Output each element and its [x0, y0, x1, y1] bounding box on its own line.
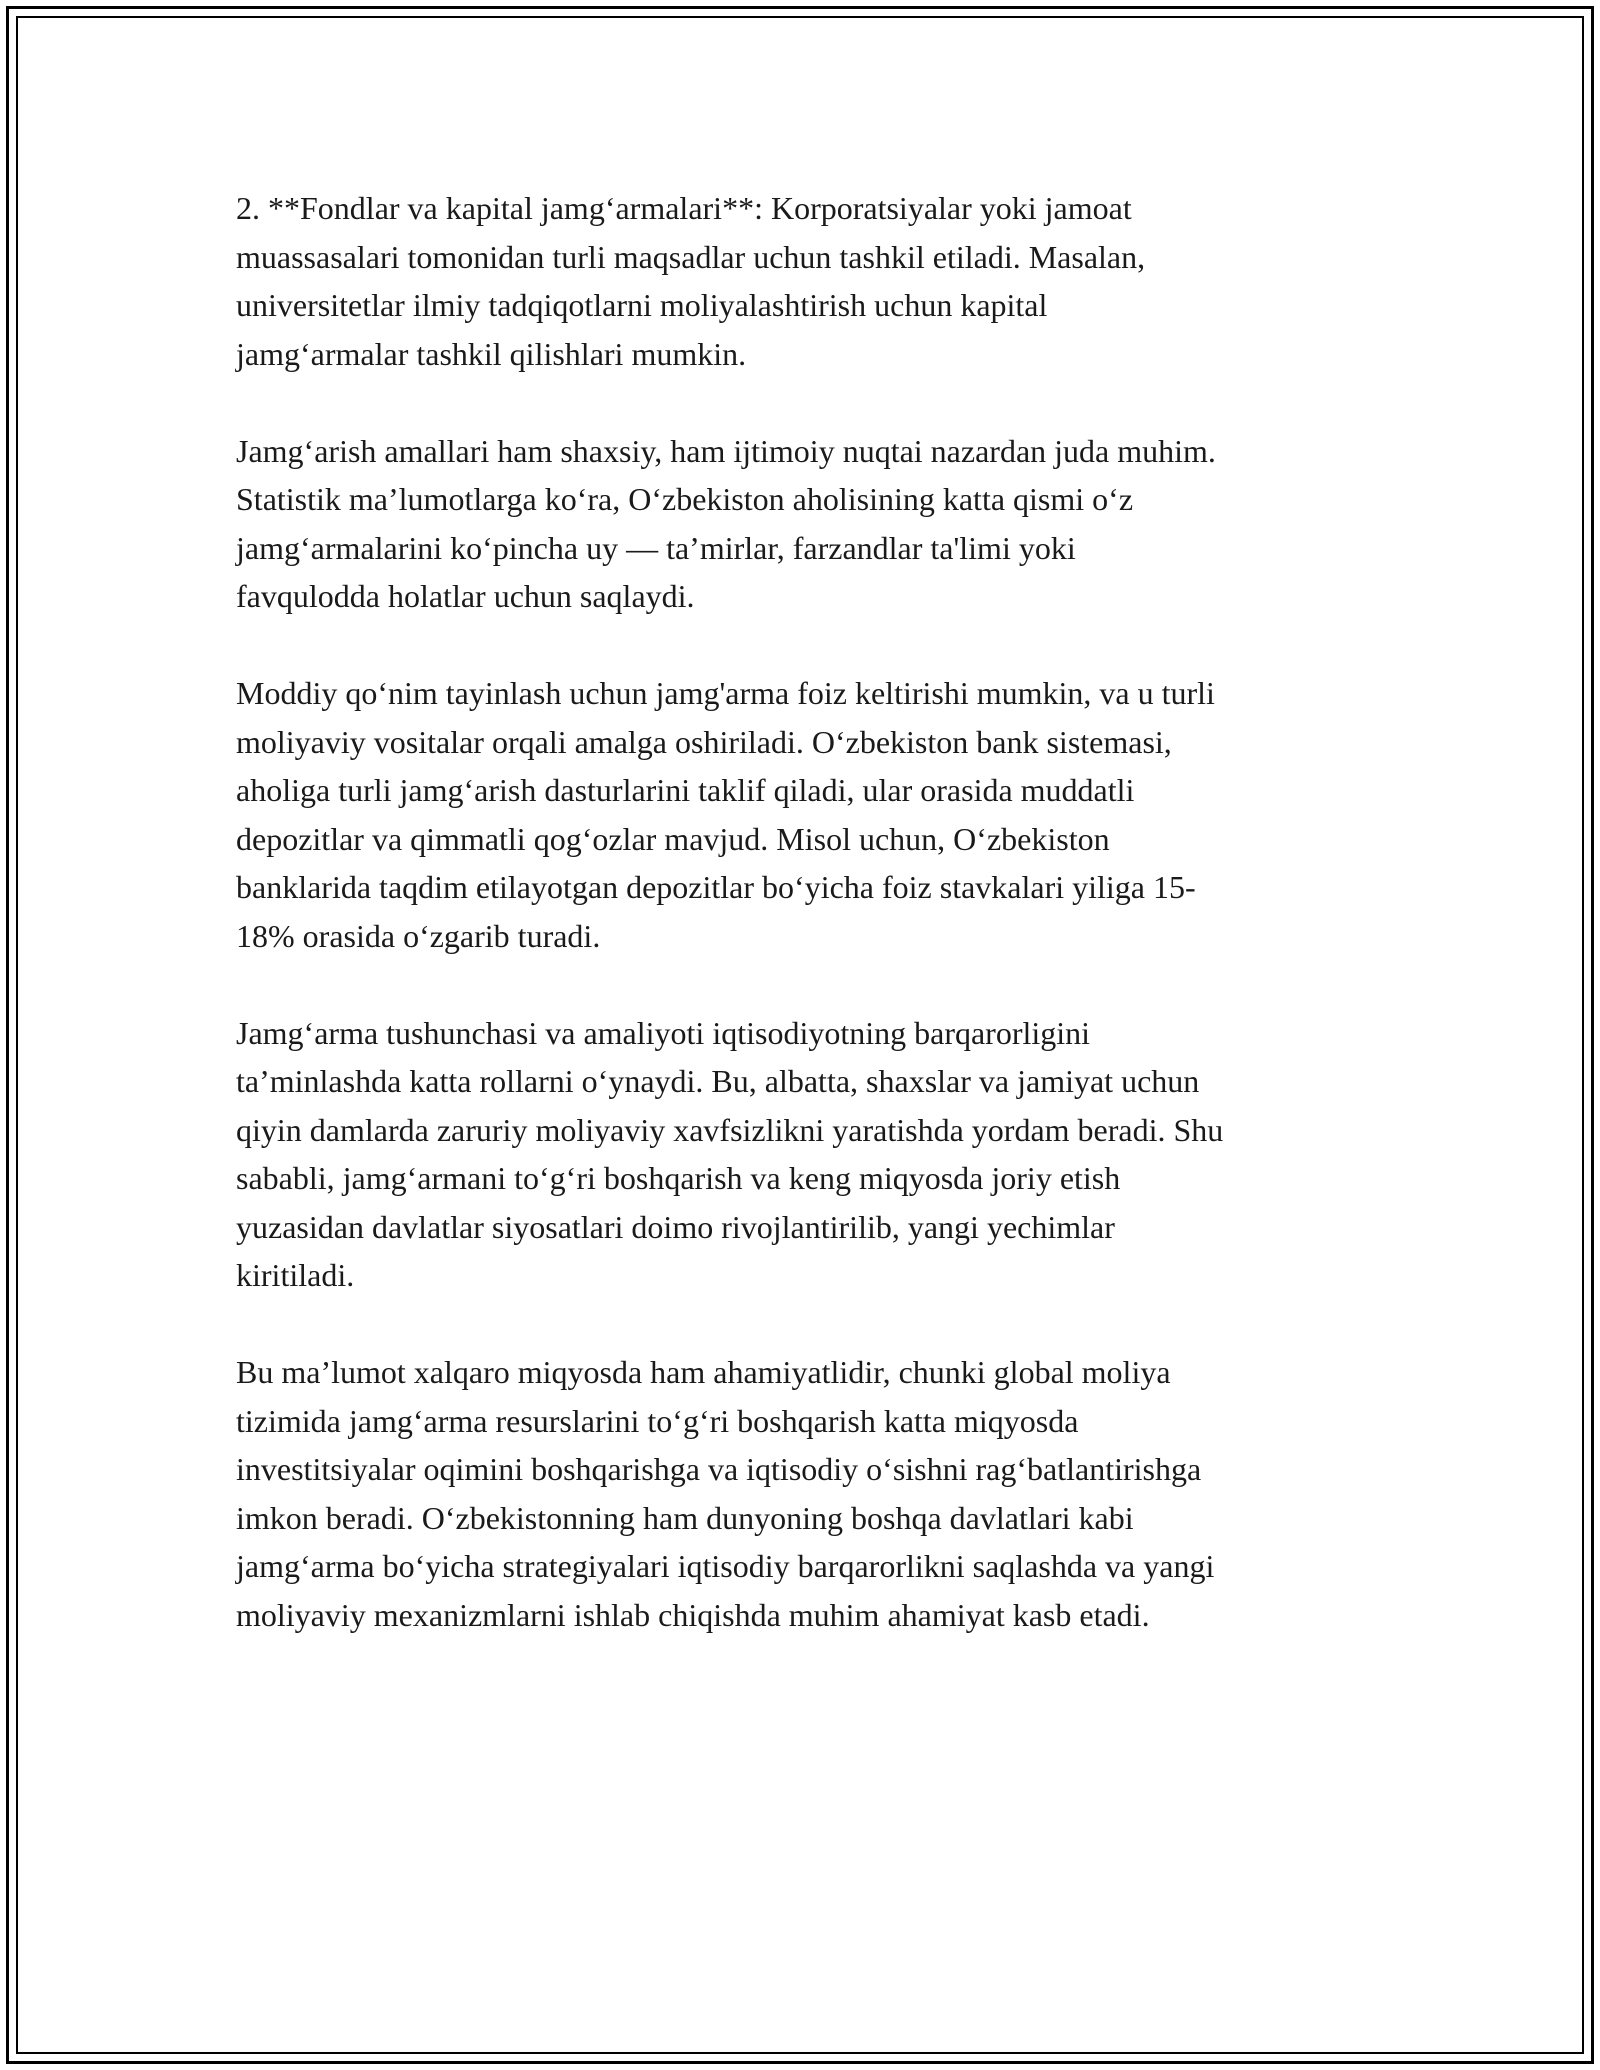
- text-line: yuzasidan davlatlar siyosatlari doimo rivojlantirilib, yangi yechimlar: [236, 1208, 1115, 1245]
- text-line: universitetlar ilmiy tadqiqotlarni moliyalashtirish uchun kapital: [236, 287, 1048, 323]
- text-line: sababli, jamg‘armani to‘g‘ri boshqarish va keng miqyosda joriy etish: [236, 1160, 1121, 1196]
- text-line: Statistik ma’lumotlarga ko‘ra, O‘zbekiston aholisining katta qismi o‘z: [236, 481, 1134, 517]
- text-line: qiyin damlarda zaruriy moliyaviy xavfsizlikni yaratishda yordam beradi. Shu: [236, 1111, 1224, 1148]
- text-line: 18% orasida o‘zgarib turadi.: [236, 917, 601, 954]
- text-line: ta’minlashda katta rollarni o‘ynaydi. Bu, albatta, shaxslar va jamiyat uchun: [236, 1063, 1200, 1099]
- text-line: favqulodda holatlar uchun saqlaydi.: [236, 578, 695, 614]
- text-line: depozitlar va qimmatli qog‘ozlar mavjud. Misol uchun, O‘zbekiston: [236, 820, 1110, 857]
- text-line: muassasalari tomonidan turli maqsadlar uchun tashkil etiladi. Masalan,: [236, 238, 1146, 275]
- text-line: imkon beradi. O‘zbekistonning ham dunyoning boshqa davlatlari kabi: [236, 1499, 1134, 1536]
- paragraph-international: [236, 1348, 1376, 1639]
- text-line: Bu ma’lumot xalqaro miqyosda ham ahamiyatlidir, chunki global moliya: [236, 1354, 1171, 1390]
- text-line: jamg‘armalarini ko‘pincha uy — ta’mirlar, farzandlar ta'limi yoki: [236, 529, 1076, 566]
- text-line: investitsiyalar oqimini boshqarishga va iqtisodiy o‘sishni rag‘batlantirishga: [236, 1451, 1202, 1487]
- text-line: 2. **Fondlar va kapital jamg‘armalari**: Korporatsiyalar yoki jamoat: [236, 190, 1132, 226]
- document-body: [236, 184, 1376, 1688]
- text-line: moliyaviy mexanizmlarni ishlab chiqishda muhim ahamiyat kasb etadi.: [236, 1596, 1150, 1633]
- paragraph-funds: [236, 184, 1376, 378]
- paragraph-economic-stability: [236, 1009, 1376, 1300]
- text-line: aholiga turli jamg‘arish dasturlarini taklif qiladi, ular orasida muddatli: [236, 772, 1135, 808]
- paragraph-saving-importance: [236, 427, 1376, 621]
- text-line: jamg‘armalar tashkil qilishlari mumkin.: [236, 335, 747, 372]
- text-line: Jamg‘arish amallari ham shaxsiy, ham ijtimoiy nuqtai nazardan juda muhim.: [236, 432, 1216, 469]
- text-line: Moddiy qo‘nim tayinlash uchun jamg'arma foiz keltirishi mumkin, va u turli: [236, 675, 1215, 711]
- text-line: Jamg‘arma tushunchasi va amaliyoti iqtisodiyotning barqarorligini: [236, 1014, 1091, 1051]
- paragraph-interest-deposits: [236, 669, 1376, 960]
- text-line: tizimida jamg‘arma resurslarini to‘g‘ri boshqarish katta miqyosda: [236, 1402, 1079, 1439]
- text-line: jamg‘arma bo‘yicha strategiyalari iqtisodiy barqarorlikni saqlashda va yangi: [236, 1548, 1215, 1584]
- text-line: banklarida taqdim etilayotgan depozitlar bo‘yicha foiz stavkalari yiliga 15-: [236, 869, 1196, 905]
- text-line: moliyaviy vositalar orqali amalga oshiriladi. O‘zbekiston bank sistemasi,: [236, 723, 1172, 760]
- text-line: kiritiladi.: [236, 1257, 355, 1293]
